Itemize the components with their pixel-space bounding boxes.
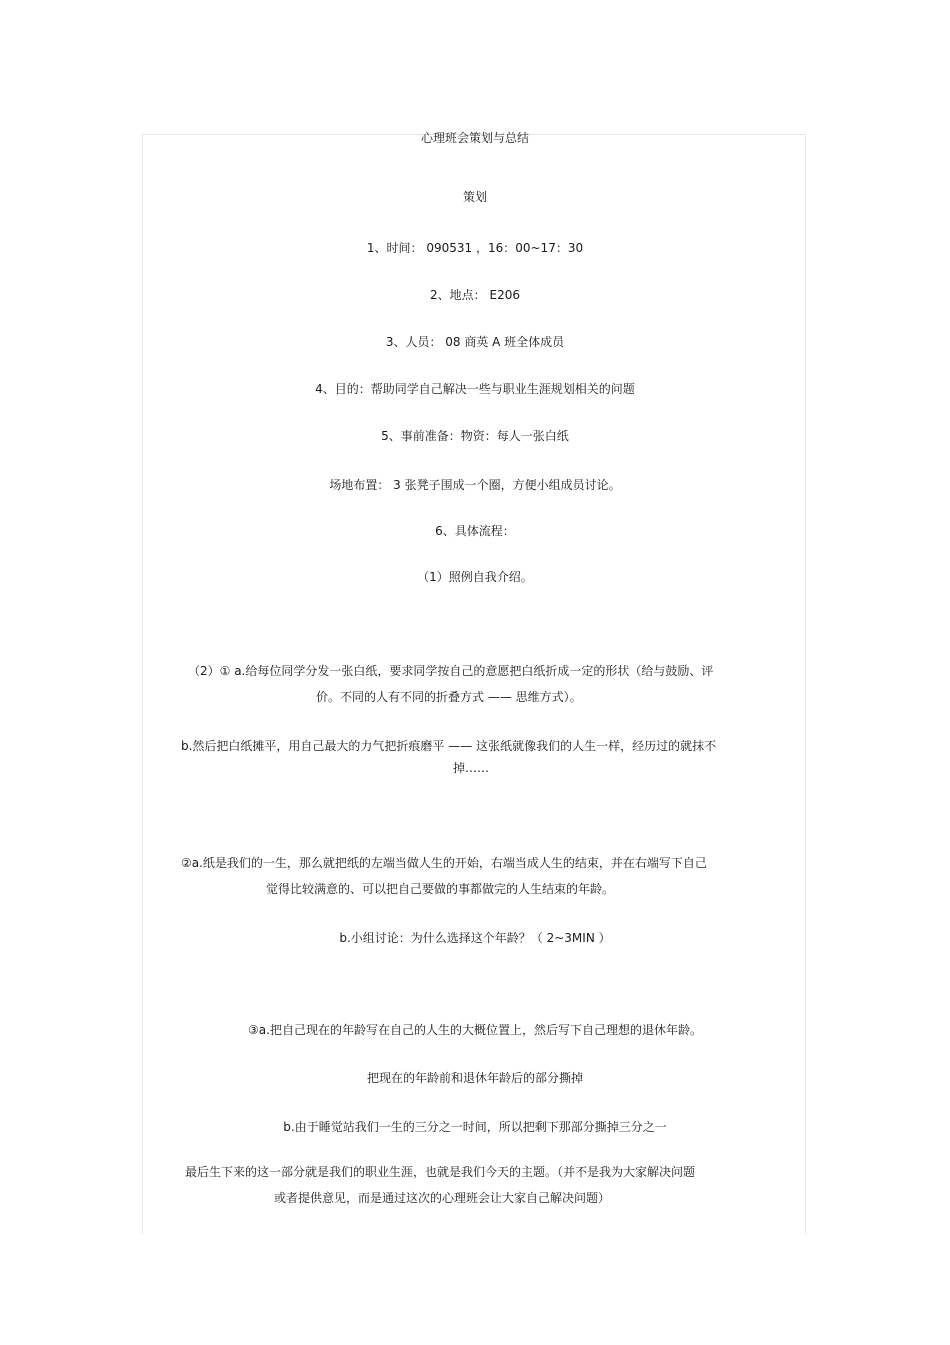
step-2b-line2: 掉…… xyxy=(453,761,490,775)
item-people: 3、人员： 08 商英 A 班全体成员 xyxy=(385,335,565,349)
document-title: 心理班会策划与总结 xyxy=(420,131,529,145)
step-2a-line2: 价。不同的人有不同的折叠方式 —— 思维方式）。 xyxy=(316,690,582,704)
item-venue: 场地布置： 3 张凳子围成一个圈，方便小组成员讨论。 xyxy=(329,478,621,492)
step-2d: b.小组讨论：为什么选择这个年龄？（ 2~3MIN ） xyxy=(339,931,611,945)
step-2c-line2: 觉得比较满意的、可以把自己要做的事都做完的人生结束的年龄。 xyxy=(266,882,615,896)
section-heading: 策划 xyxy=(462,190,487,204)
step-3c: b.由于睡觉站我们一生的三分之一时间，所以把剩下那部分撕掉三分之一 xyxy=(283,1120,667,1134)
item-goal: 4、目的：帮助同学自己解决一些与职业生涯规划相关的问题 xyxy=(315,382,635,396)
step-3b: 把现在的年龄前和退休年龄后的部分撕掉 xyxy=(366,1071,583,1085)
step-2c-line1: ②a.纸是我们的一生，那么就把纸的左端当做人生的开始，右端当成人生的结束，并在右端写下自己 xyxy=(181,856,707,870)
item-place: 2、地点： E206 xyxy=(430,288,520,302)
step-3d-line2: 或者提供意见，而是通过这次的心理班会让大家自己解决问题） xyxy=(274,1191,611,1205)
item-prep: 5、事前准备：物资：每人一张白纸 xyxy=(381,429,569,443)
item-flow: 6、具体流程： xyxy=(435,524,515,538)
step-2a-line1: （2）① a.给每位同学分发一张白纸，要求同学按自己的意愿把白纸折成一定的形状（给与鼓励、评 xyxy=(188,664,714,678)
step-3a: ③a.把自己现在的年龄写在自己的人生的大概位置上，然后写下自己理想的退休年龄。 xyxy=(248,1023,702,1037)
step-2b-line1: b.然后把白纸摊平，用自己最大的力气把折痕磨平 —— 这张纸就像我们的人生一样，经历过的就抹不 xyxy=(181,739,717,753)
step-3d-line1: 最后生下来的这一部分就是我们的职业生涯，也就是我们今天的主题。（并不是我为大家解决问题 xyxy=(185,1165,696,1179)
step-1: （1）照例自我介绍。 xyxy=(417,570,533,584)
item-time: 1、时间： 090531 ，16：00~17：30 xyxy=(366,241,584,255)
